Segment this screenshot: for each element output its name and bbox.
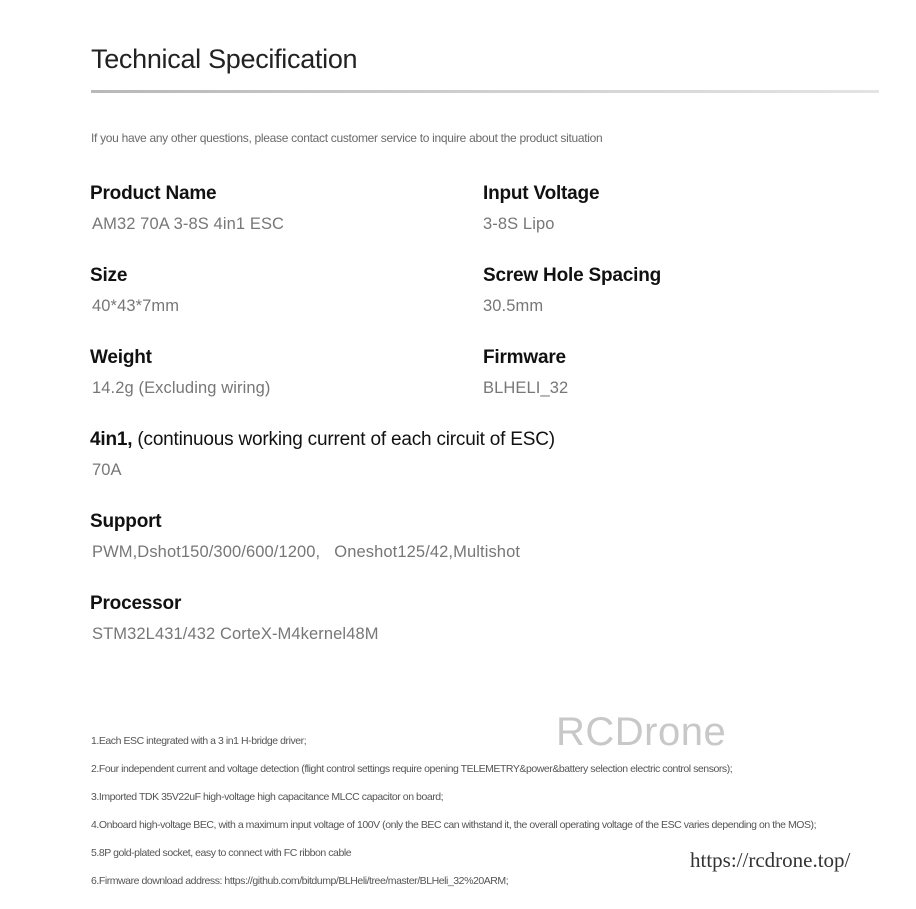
intro-text: If you have any other questions, please contact customer service to inquire about the product situation [91, 131, 603, 145]
watermark: RCDrone [556, 710, 727, 754]
product-name-value: AM32 70A 3-8S 4in1 ESC [92, 215, 285, 233]
current-value: 70A [92, 461, 122, 479]
note-item: 4.Onboard high-voltage BEC, with a maximum input voltage of 100V (only the BEC can withstand it, the overall operating voltage of the ESC varies depending on the MOS); [91, 819, 817, 831]
note-item: 5.8P gold-plated socket, easy to connect with FC ribbon cable [91, 847, 352, 859]
support-value: PWM,Dshot150/300/600/1200, Oneshot125/42,Multishot [92, 543, 521, 561]
size-value: 40*43*7mm [92, 297, 180, 315]
screw-hole-spacing-value: 30.5mm [483, 297, 544, 315]
firmware-label: Firmware [483, 347, 566, 368]
processor-value: STM32L431/432 CorteX-M4kernel48M [92, 625, 379, 643]
support-label: Support [90, 511, 162, 532]
firmware-value: BLHELI_32 [483, 379, 569, 397]
current-label-suffix: (continuous working current of each circuit of ESC) [132, 429, 555, 450]
size-label: Size [90, 265, 128, 286]
note-item: 6.Firmware download address: https://github.com/bitdump/BLHeli/tree/master/BLHeli_32%20ARM; [91, 875, 509, 887]
current-label-main: 4in1, [90, 429, 133, 450]
current-label [90, 429, 555, 451]
weight-value: 14.2g (Excluding wiring) [92, 379, 271, 397]
input-voltage-label: Input Voltage [483, 183, 600, 204]
note-item: 2.Four independent current and voltage detection (flight control settings require opening TELEMETRY&power&battery selection electric control sensors); [91, 763, 733, 775]
title-divider [91, 90, 879, 93]
page-title: Technical Specification [91, 44, 358, 74]
note-item: 3.Imported TDK 35V22uF high-voltage high capacitance MLCC capacitor on board; [91, 791, 444, 803]
input-voltage-value: 3-8S Lipo [483, 215, 555, 233]
product-name-label: Product Name [90, 183, 217, 204]
processor-label: Processor [90, 593, 182, 614]
weight-label: Weight [90, 347, 152, 368]
site-url: https://rcdrone.top/ [690, 848, 851, 872]
note-item: 1.Each ESC integrated with a 3 in1 H-bridge driver; [91, 735, 307, 747]
screw-hole-spacing-label: Screw Hole Spacing [483, 265, 662, 286]
